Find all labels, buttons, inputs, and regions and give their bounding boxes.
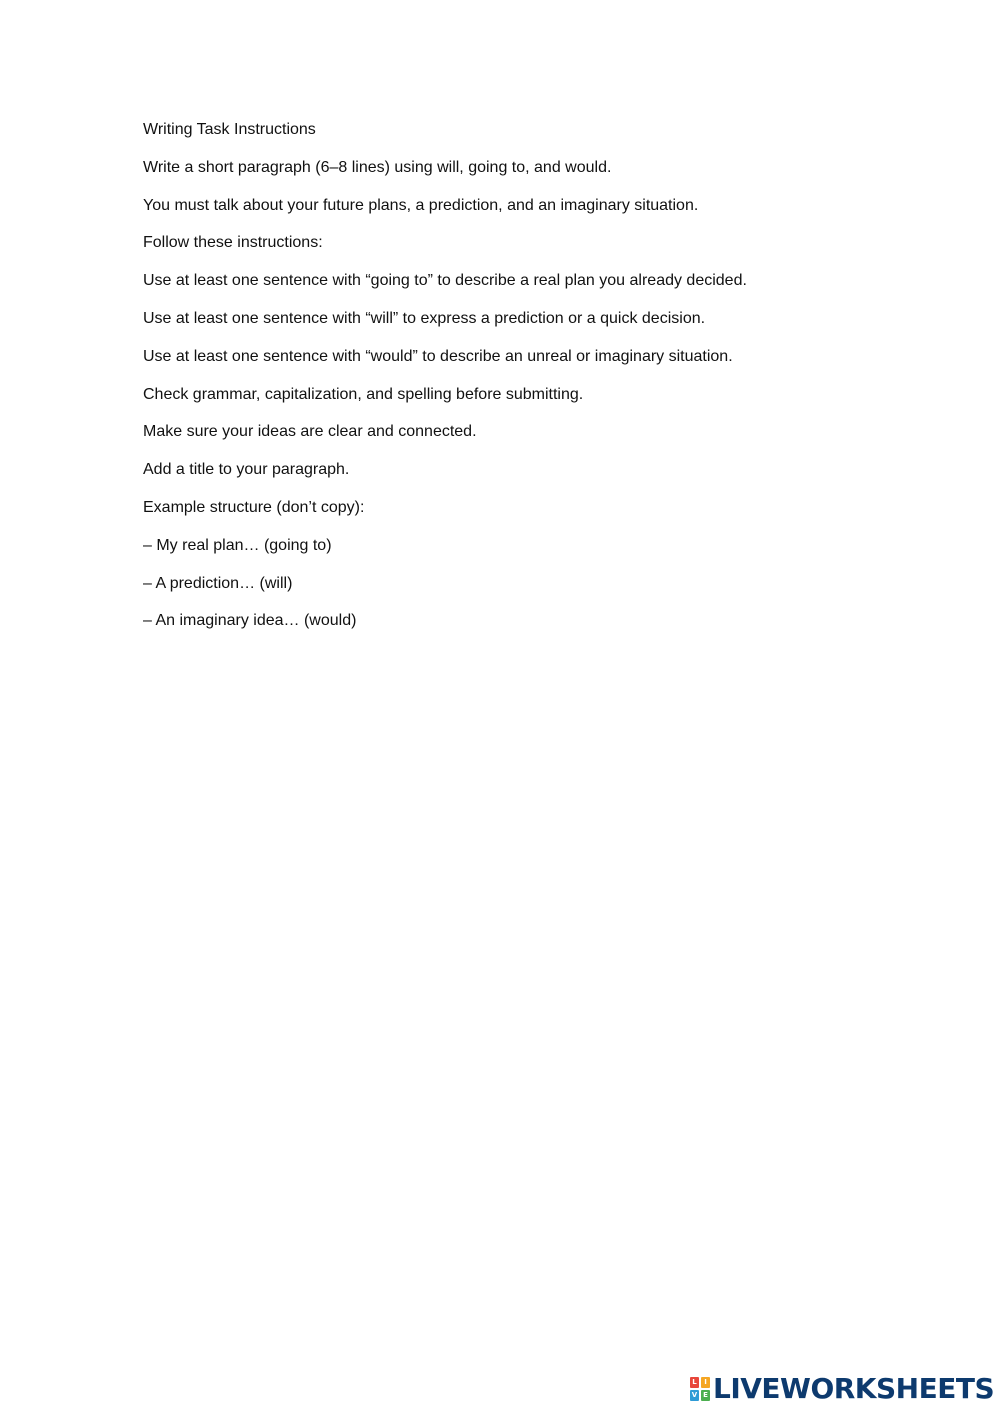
text-line: You must talk about your future plans, a prediction, and an imaginary situation. — [143, 196, 699, 214]
text-line: Follow these instructions: — [143, 234, 323, 252]
logo-cell: E — [701, 1390, 710, 1401]
logo-cell: I — [701, 1377, 710, 1388]
text-line: Example structure (don’t copy): — [143, 498, 365, 516]
example-item: – A prediction… (will) — [143, 574, 293, 592]
instruction-item: Use at least one sentence with “going to” to describe a real plan you already decided. — [143, 272, 747, 290]
instruction-item: Make sure your ideas are clear and connected. — [143, 423, 477, 441]
example-item: – An imaginary idea… (would) — [143, 612, 357, 630]
logo-cell: V — [691, 1391, 698, 1399]
example-item: – My real plan… (going to) — [143, 536, 332, 554]
document-title: Writing Task Instructions — [143, 121, 316, 138]
liveworksheets-brand — [690, 1374, 994, 1404]
instruction-item: Add a title to your paragraph. — [143, 461, 350, 479]
logo-cell: L — [690, 1377, 699, 1388]
text-line: Write a short paragraph (6–8 lines) using will, going to, and would. — [143, 158, 612, 176]
brand-wordmark: LIVEWORKSHEETS — [713, 1372, 995, 1405]
instruction-item: Check grammar, capitalization, and spelling before submitting. — [143, 385, 584, 403]
instructions-text-block — [143, 119, 903, 648]
instruction-item: Use at least one sentence with “will” to express a prediction or a quick decision. — [143, 309, 706, 327]
liveworksheets-logo-icon — [690, 1377, 710, 1401]
instruction-item: Use at least one sentence with “would” to describe an unreal or imaginary situation. — [143, 347, 733, 365]
